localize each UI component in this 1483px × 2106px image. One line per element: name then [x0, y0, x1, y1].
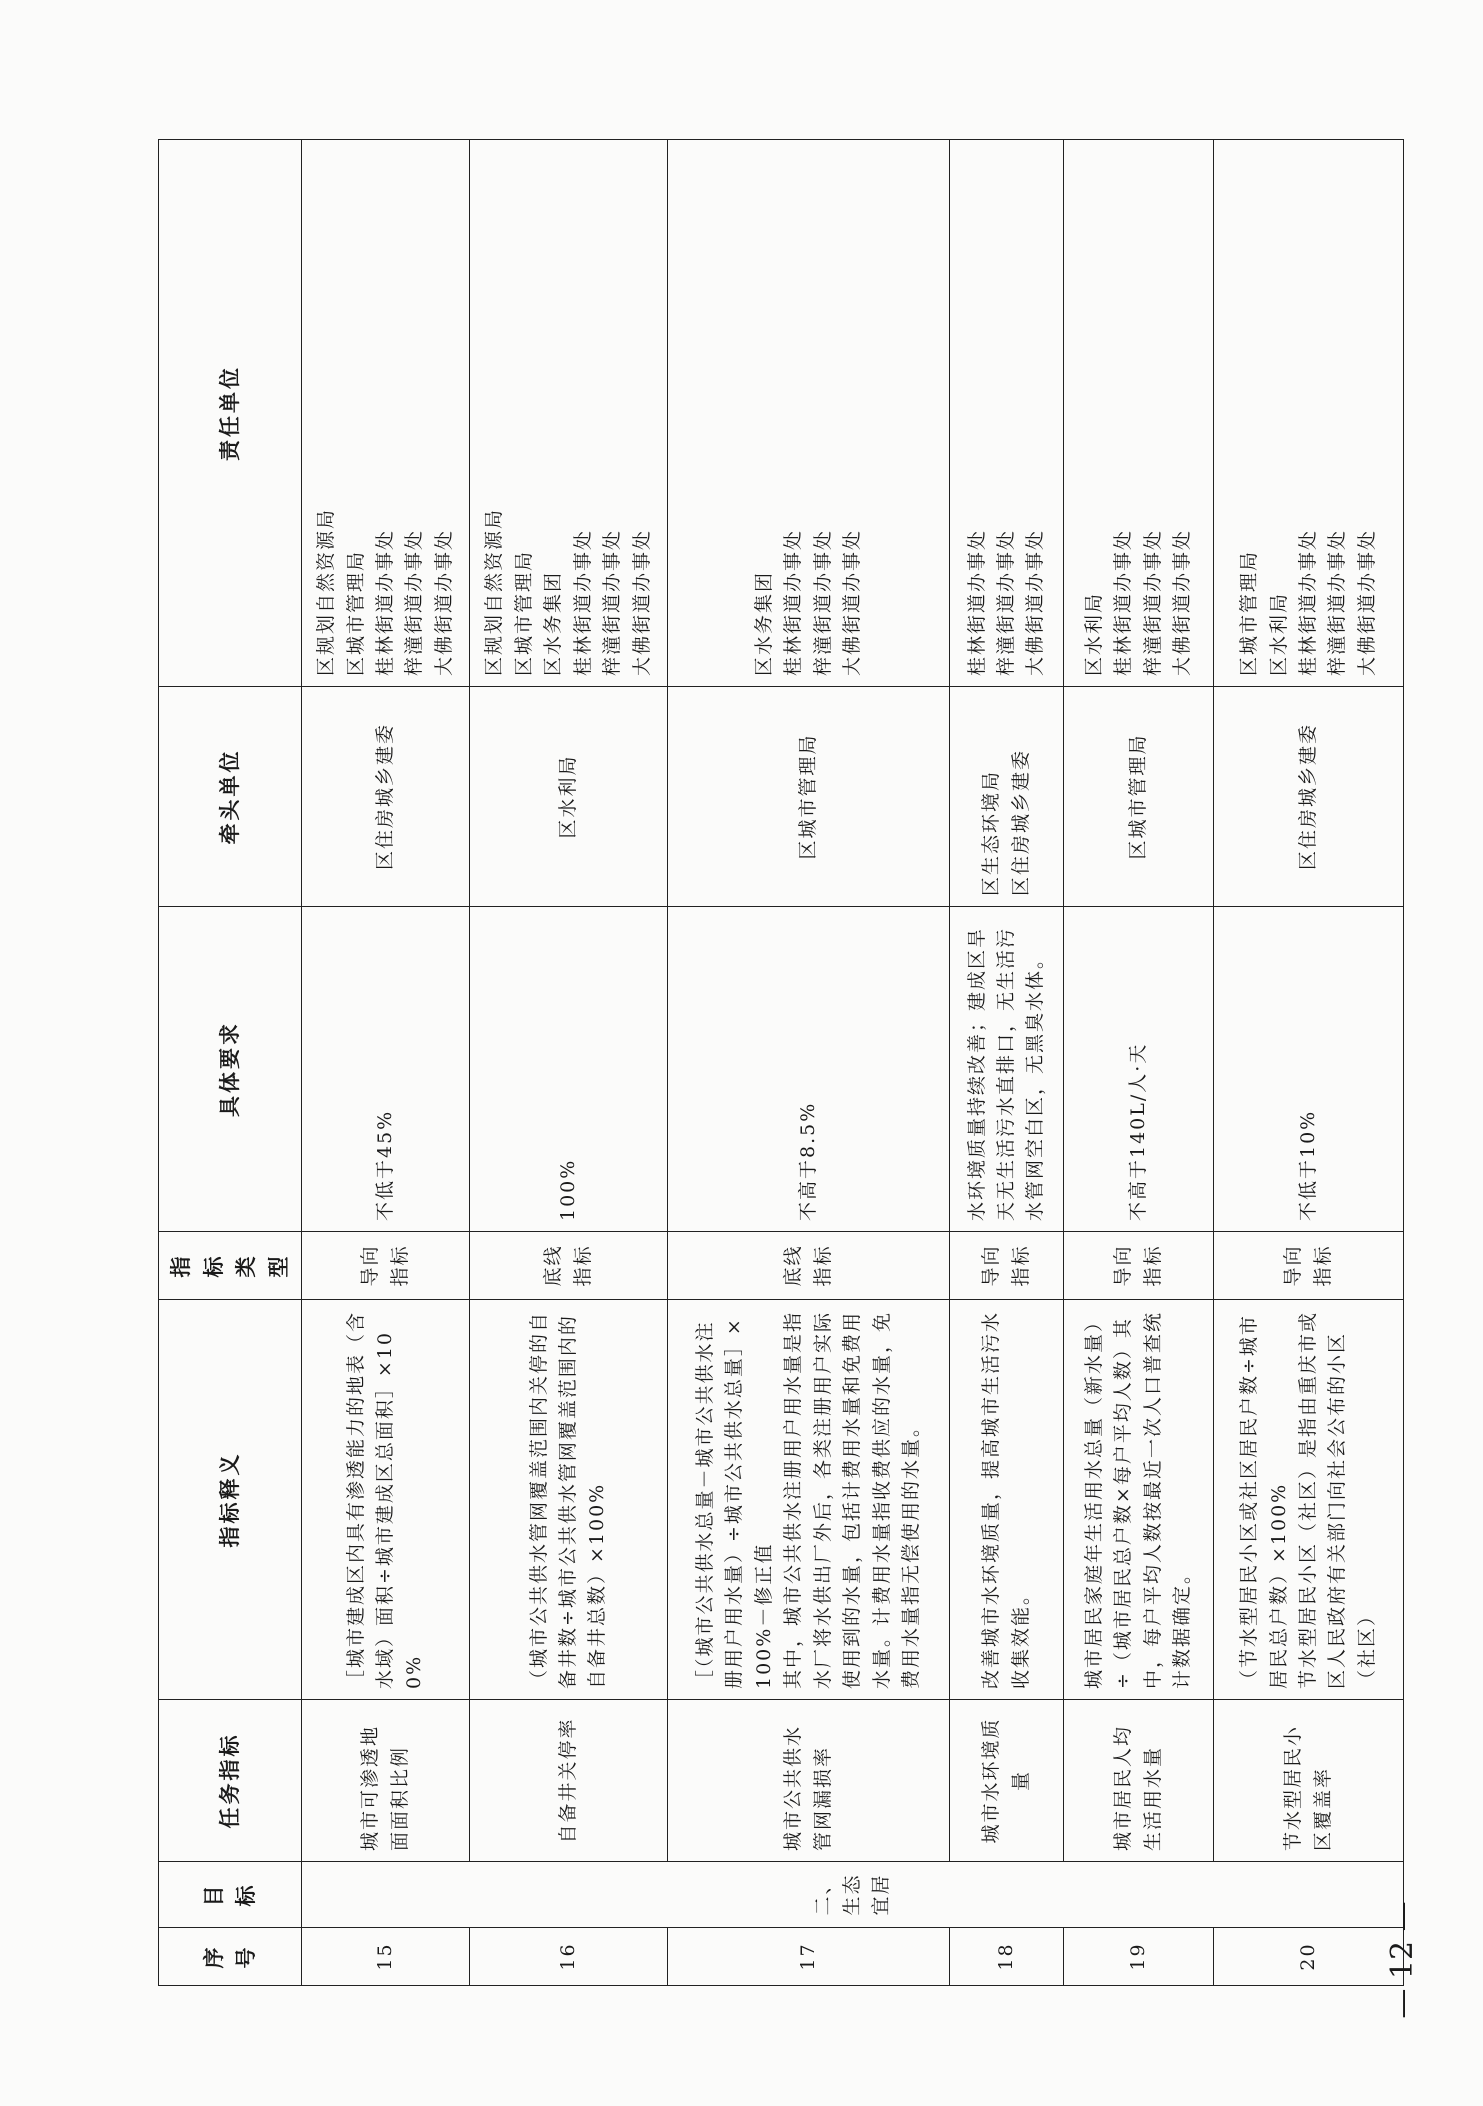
cell-requirement: 不低于10%: [1214, 907, 1404, 1232]
cell-lead: 区住房城乡建委: [302, 687, 470, 907]
responsible-unit: 区规划自然资源局: [315, 507, 338, 676]
cell-seq: 16: [470, 1928, 668, 1986]
responsible-unit: 区城市管理局: [1238, 549, 1261, 676]
cell-task: 城市公共供水管网漏损率: [668, 1700, 950, 1862]
header-requirement: 具体要求: [159, 907, 302, 1232]
cell-definition: ［（城市公共供水总量－城市公共供水注册用户用水量）÷城市公共供水总量］×100%－修正值 其中，城市公共供水注册用户用水量是指水厂将水供出厂外后，各类注册用户实际使用到的水量，包括计费用水量和免费用水量。计费用水量指收费供应的水量，免费用水量指无偿使用的水量。: [668, 1300, 950, 1700]
cell-seq: 20: [1214, 1928, 1404, 1986]
cell-requirement: 100%: [470, 907, 668, 1232]
cell-responsible: [302, 140, 470, 687]
responsible-unit: 桂林街道办事处: [373, 528, 396, 676]
responsible-unit: 桂林街道办事处: [1112, 528, 1135, 676]
responsible-unit: 大佛街道办事处: [432, 528, 455, 676]
responsible-unit: 区水务集团: [542, 570, 565, 676]
cell-seq: 19: [1064, 1928, 1214, 1986]
cell-task: 城市可渗透地面面积比例: [302, 1700, 470, 1862]
cell-seq: 15: [302, 1928, 470, 1986]
cell-definition: ［城市建成区内具有渗透能力的地表（含水域）面积÷城市建成区总面积］×100%: [302, 1300, 470, 1700]
rotated-table-container: [158, 140, 1378, 1986]
header-lead: 牵头单位: [159, 687, 302, 907]
cell-type: 导向指标: [1214, 1232, 1404, 1300]
responsible-unit: 桂林街道办事处: [1296, 528, 1319, 676]
cell-requirement: 水环境质量持续改善；建成区旱天无生活污水直排口，无生活污水管网空白区，无黑臭水体。: [950, 907, 1064, 1232]
header-responsible: 责任单位: [159, 140, 302, 687]
cell-lead: 区城市管理局: [1064, 687, 1214, 907]
responsible-unit: 大佛街道办事处: [1355, 528, 1378, 676]
table-row: [1064, 140, 1214, 1986]
header-definition: 指标释义: [159, 1300, 302, 1700]
indicator-table: [158, 139, 1404, 1986]
header-goal: 目标: [159, 1862, 302, 1928]
cell-lead: 区生态环境局 区住房城乡建委: [950, 687, 1064, 907]
responsible-unit: 区城市管理局: [344, 549, 367, 676]
cell-type: 导向指标: [950, 1232, 1064, 1300]
responsible-unit: 大佛街道办事处: [1171, 528, 1194, 676]
cell-task: 城市水环境质量: [950, 1700, 1064, 1862]
responsible-unit: 梓潼街道办事处: [403, 528, 426, 676]
cell-type: 底线指标: [470, 1232, 668, 1300]
cell-responsible: [950, 140, 1064, 687]
cell-lead: 区城市管理局: [668, 687, 950, 907]
responsible-unit: 梓潼街道办事处: [601, 528, 624, 676]
responsible-unit: 大佛街道办事处: [1024, 528, 1047, 676]
cell-definition: 城市居民家庭年生活用水总量（新水量）÷（城市居民总户数×每户平均人数）其中，每户平均人数按最近一次人口普查统计数据确定。: [1064, 1300, 1214, 1700]
page-number-text: — 12 —: [1385, 1901, 1420, 2019]
responsible-unit: 大佛街道办事处: [630, 528, 653, 676]
table-row: [950, 140, 1064, 1986]
table-row: [1214, 140, 1404, 1986]
responsible-unit: 梓潼街道办事处: [1141, 528, 1164, 676]
cell-seq: 17: [668, 1928, 950, 1986]
cell-definition: 改善城市水环境质量，提高城市生活污水收集效能。: [950, 1300, 1064, 1700]
header-seq: 序号: [159, 1928, 302, 1986]
responsible-unit: 大佛街道办事处: [841, 528, 864, 676]
cell-responsible: [1214, 140, 1404, 687]
responsible-unit: 梓潼街道办事处: [994, 528, 1017, 676]
cell-requirement: 不高于8.5%: [668, 907, 950, 1232]
responsible-unit: 梓潼街道办事处: [811, 528, 834, 676]
cell-lead: 区水利局: [470, 687, 668, 907]
cell-requirement: 不低于45%: [302, 907, 470, 1232]
cell-task: 自备井关停率: [470, 1700, 668, 1862]
header-type: 指标类型: [159, 1232, 302, 1300]
responsible-unit: 区水利局: [1267, 591, 1290, 676]
header-task: 任务指标: [159, 1700, 302, 1862]
cell-task: 节水型居民小区覆盖率: [1214, 1700, 1404, 1862]
responsible-unit: 梓潼街道办事处: [1326, 528, 1349, 676]
table-row: [470, 140, 668, 1986]
cell-type: 底线指标: [668, 1232, 950, 1300]
cell-task: 城市居民人均生活用水量: [1064, 1700, 1214, 1862]
table-row: [668, 140, 950, 1986]
responsible-unit: 区水务集团: [752, 570, 775, 676]
responsible-unit: 区水利局: [1082, 591, 1105, 676]
responsible-unit: 桂林街道办事处: [571, 528, 594, 676]
cell-type: 导向指标: [1064, 1232, 1214, 1300]
table-area: [158, 140, 1378, 1986]
responsible-unit: 区规划自然资源局: [483, 507, 506, 676]
cell-seq: 18: [950, 1928, 1064, 1986]
responsible-unit: 桂林街道办事处: [782, 528, 805, 676]
cell-requirement: 不高于140L/人·天: [1064, 907, 1214, 1232]
table-header-row: [159, 140, 302, 1986]
cell-goal-group: 二、生态宜居: [302, 1862, 1404, 1928]
cell-responsible: [470, 140, 668, 687]
cell-definition: （节水型居民小区或社区居民户数÷城市居民总户数）×100% 节水型居民小区（社区）是指由重庆市或区人民政府有关部门向社会公布的小区（社区）: [1214, 1300, 1404, 1700]
cell-responsible: [668, 140, 950, 687]
table-row: [302, 140, 470, 1986]
responsible-unit: 桂林街道办事处: [965, 528, 988, 676]
cell-lead: 区住房城乡建委: [1214, 687, 1404, 907]
cell-responsible: [1064, 140, 1214, 687]
cell-definition: （城市公共供水管网覆盖范围内关停的自备井数÷城市公共供水管网覆盖范围内的自备井总数）×100%: [470, 1300, 668, 1700]
cell-type: 导向指标: [302, 1232, 470, 1300]
responsible-unit: 区城市管理局: [512, 549, 535, 676]
page-number: [1375, 1900, 1455, 2040]
